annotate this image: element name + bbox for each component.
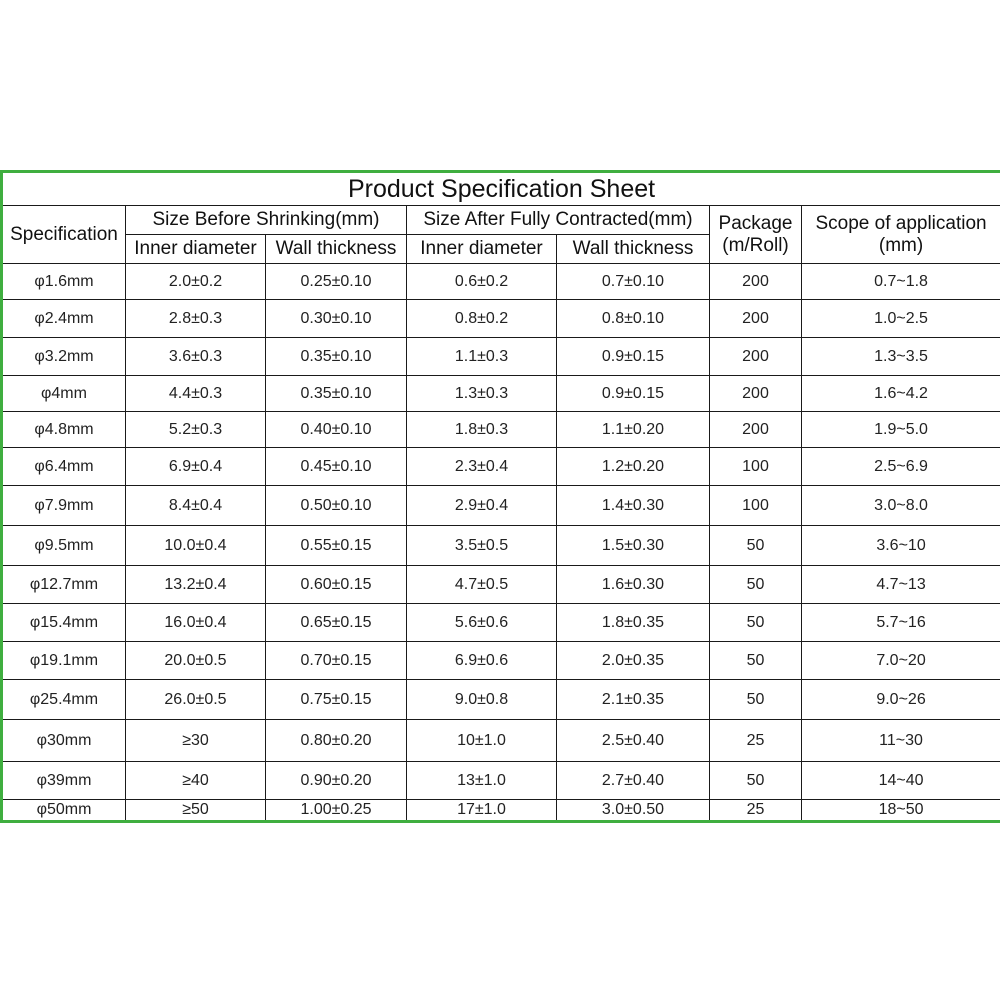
cell-specification: φ3.2mm	[2, 338, 126, 376]
cell-package: 50	[710, 604, 802, 642]
header-after-inner: Inner diameter	[407, 235, 557, 264]
header-package-line1: Package	[718, 212, 793, 234]
cell-before-wall: 0.50±0.10	[266, 486, 407, 526]
cell-before-wall: 0.60±0.15	[266, 566, 407, 604]
table-title: Product Specification Sheet	[2, 172, 1000, 206]
cell-package: 25	[710, 720, 802, 762]
table-body	[2, 264, 1000, 822]
cell-after-wall: 1.6±0.30	[557, 566, 710, 604]
table-row	[2, 300, 1000, 338]
cell-after-wall: 1.8±0.35	[557, 604, 710, 642]
cell-specification: φ7.9mm	[2, 486, 126, 526]
cell-before-inner: 3.6±0.3	[126, 338, 266, 376]
cell-before-wall: 0.65±0.15	[266, 604, 407, 642]
cell-before-inner: ≥50	[126, 800, 266, 822]
cell-before-inner: 5.2±0.3	[126, 412, 266, 448]
cell-after-inner: 0.8±0.2	[407, 300, 557, 338]
cell-after-inner: 13±1.0	[407, 762, 557, 800]
cell-specification: φ25.4mm	[2, 680, 126, 720]
cell-scope: 0.7~1.8	[802, 264, 1000, 300]
cell-after-wall: 1.4±0.30	[557, 486, 710, 526]
cell-specification: φ19.1mm	[2, 642, 126, 680]
cell-scope: 7.0~20	[802, 642, 1000, 680]
cell-before-inner: 10.0±0.4	[126, 526, 266, 566]
cell-scope: 3.0~8.0	[802, 486, 1000, 526]
cell-specification: φ15.4mm	[2, 604, 126, 642]
cell-specification: φ9.5mm	[2, 526, 126, 566]
header-scope-line2: (mm)	[878, 234, 924, 256]
cell-specification: φ39mm	[2, 762, 126, 800]
cell-after-inner: 1.1±0.3	[407, 338, 557, 376]
cell-package: 200	[710, 300, 802, 338]
cell-before-wall: 0.35±0.10	[266, 338, 407, 376]
cell-before-wall: 0.55±0.15	[266, 526, 407, 566]
cell-before-inner: 13.2±0.4	[126, 566, 266, 604]
cell-scope: 9.0~26	[802, 680, 1000, 720]
cell-scope: 2.5~6.9	[802, 448, 1000, 486]
cell-specification: φ4mm	[2, 376, 126, 412]
cell-after-wall: 0.9±0.15	[557, 376, 710, 412]
cell-after-inner: 0.6±0.2	[407, 264, 557, 300]
header-package-line2: (m/Roll)	[722, 234, 789, 256]
cell-specification: φ6.4mm	[2, 448, 126, 486]
cell-specification: φ2.4mm	[2, 300, 126, 338]
cell-package: 50	[710, 566, 802, 604]
cell-before-inner: ≥30	[126, 720, 266, 762]
header-size-after: Size After Fully Contracted(mm)	[407, 206, 710, 235]
cell-after-inner: 4.7±0.5	[407, 566, 557, 604]
cell-before-wall: 0.75±0.15	[266, 680, 407, 720]
cell-after-wall: 1.1±0.20	[557, 412, 710, 448]
cell-package: 200	[710, 338, 802, 376]
cell-before-wall: 0.45±0.10	[266, 448, 407, 486]
cell-after-inner: 10±1.0	[407, 720, 557, 762]
cell-after-inner: 5.6±0.6	[407, 604, 557, 642]
cell-scope: 1.0~2.5	[802, 300, 1000, 338]
cell-after-inner: 1.3±0.3	[407, 376, 557, 412]
header-scope	[802, 206, 1000, 264]
header-scope-line1: Scope of application	[815, 212, 987, 234]
cell-package: 50	[710, 680, 802, 720]
header-before-inner: Inner diameter	[126, 235, 266, 264]
cell-before-wall: 0.90±0.20	[266, 762, 407, 800]
table-row	[2, 680, 1000, 720]
cell-after-inner: 2.9±0.4	[407, 486, 557, 526]
cell-after-inner: 3.5±0.5	[407, 526, 557, 566]
header-before-wall: Wall thickness	[266, 235, 407, 264]
header-size-before: Size Before Shrinking(mm)	[126, 206, 407, 235]
cell-scope: 18~50	[802, 800, 1000, 822]
cell-after-inner: 6.9±0.6	[407, 642, 557, 680]
cell-after-wall: 1.2±0.20	[557, 448, 710, 486]
cell-after-wall: 2.5±0.40	[557, 720, 710, 762]
cell-after-inner: 17±1.0	[407, 800, 557, 822]
cell-after-inner: 2.3±0.4	[407, 448, 557, 486]
cell-before-wall: 0.80±0.20	[266, 720, 407, 762]
table-row	[2, 642, 1000, 680]
cell-package: 100	[710, 486, 802, 526]
cell-package: 200	[710, 412, 802, 448]
cell-after-wall: 2.7±0.40	[557, 762, 710, 800]
cell-specification: φ4.8mm	[2, 412, 126, 448]
table-row	[2, 526, 1000, 566]
cell-scope: 11~30	[802, 720, 1000, 762]
table-row	[2, 486, 1000, 526]
cell-after-wall: 0.9±0.15	[557, 338, 710, 376]
specification-sheet	[0, 170, 1000, 830]
cell-before-wall: 0.35±0.10	[266, 376, 407, 412]
cell-before-wall: 1.00±0.25	[266, 800, 407, 822]
table-row	[2, 566, 1000, 604]
cell-after-wall: 3.0±0.50	[557, 800, 710, 822]
cell-scope: 5.7~16	[802, 604, 1000, 642]
cell-scope: 1.9~5.0	[802, 412, 1000, 448]
cell-after-wall: 1.5±0.30	[557, 526, 710, 566]
cell-before-inner: 8.4±0.4	[126, 486, 266, 526]
cell-package: 200	[710, 264, 802, 300]
table-row	[2, 376, 1000, 412]
cell-specification: φ12.7mm	[2, 566, 126, 604]
cell-package: 50	[710, 526, 802, 566]
cell-before-wall: 0.25±0.10	[266, 264, 407, 300]
cell-specification: φ1.6mm	[2, 264, 126, 300]
cell-scope: 4.7~13	[802, 566, 1000, 604]
cell-specification: φ30mm	[2, 720, 126, 762]
cell-package: 200	[710, 376, 802, 412]
cell-before-inner: 6.9±0.4	[126, 448, 266, 486]
cell-specification: φ50mm	[2, 800, 126, 822]
header-specification: Specification	[2, 206, 126, 264]
cell-before-wall: 0.70±0.15	[266, 642, 407, 680]
table-row	[2, 412, 1000, 448]
cell-before-inner: 2.0±0.2	[126, 264, 266, 300]
cell-scope: 1.3~3.5	[802, 338, 1000, 376]
cell-after-inner: 1.8±0.3	[407, 412, 557, 448]
cell-before-inner: 26.0±0.5	[126, 680, 266, 720]
cell-after-wall: 0.8±0.10	[557, 300, 710, 338]
cell-scope: 14~40	[802, 762, 1000, 800]
cell-after-wall: 2.1±0.35	[557, 680, 710, 720]
cell-package: 50	[710, 642, 802, 680]
table-row	[2, 338, 1000, 376]
cell-after-inner: 9.0±0.8	[407, 680, 557, 720]
cell-scope: 1.6~4.2	[802, 376, 1000, 412]
cell-package: 100	[710, 448, 802, 486]
cell-before-wall: 0.40±0.10	[266, 412, 407, 448]
cell-after-wall: 0.7±0.10	[557, 264, 710, 300]
cell-before-wall: 0.30±0.10	[266, 300, 407, 338]
table-row	[2, 604, 1000, 642]
spec-table	[0, 170, 1000, 823]
cell-scope: 3.6~10	[802, 526, 1000, 566]
table-row	[2, 762, 1000, 800]
cell-before-inner: ≥40	[126, 762, 266, 800]
header-package	[710, 206, 802, 264]
cell-before-inner: 2.8±0.3	[126, 300, 266, 338]
cell-package: 50	[710, 762, 802, 800]
table-row	[2, 448, 1000, 486]
table-row	[2, 720, 1000, 762]
header-after-wall: Wall thickness	[557, 235, 710, 264]
cell-before-inner: 16.0±0.4	[126, 604, 266, 642]
cell-after-wall: 2.0±0.35	[557, 642, 710, 680]
table-row	[2, 264, 1000, 300]
table-row	[2, 800, 1000, 822]
cell-package: 25	[710, 800, 802, 822]
cell-before-inner: 20.0±0.5	[126, 642, 266, 680]
cell-before-inner: 4.4±0.3	[126, 376, 266, 412]
